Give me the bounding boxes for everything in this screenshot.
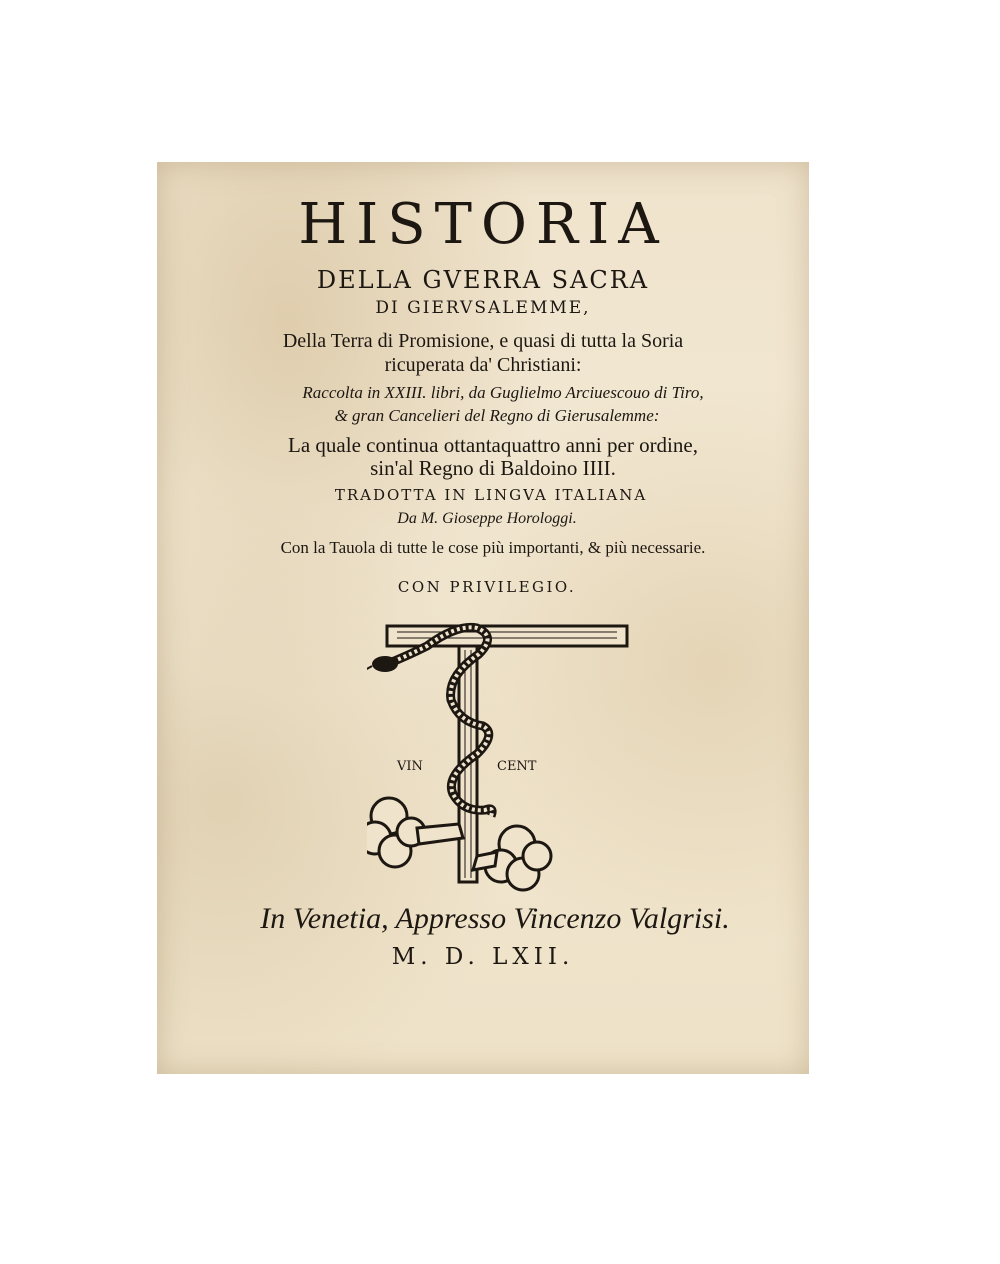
translated-heading: TRADOTTA IN LINGVA ITALIANA (334, 486, 648, 504)
description-line-2: ricuperata da' Christiani: (384, 354, 582, 376)
description-line-1: Della Terra di Promisione, e quasi di tutta la Soria (282, 330, 684, 352)
publication-date: M. D. LXII. (391, 944, 575, 970)
printer-device-emblem (367, 606, 647, 896)
collected-line-1: Raccolta in XXIII. libri, da Guglielmo Arciuescouo di Tiro, (302, 383, 704, 402)
translator-line: Da M. Gioseppe Horologgi. (397, 510, 577, 527)
motto-left: VIN (397, 759, 423, 774)
collected-line-2: & gran Cancelieri del Regno di Gierusalemme: (334, 406, 660, 425)
table-note: Con la Tauola di tutte le cose più importanti, & più necessarie. (280, 538, 706, 557)
privilege-line: CON PRIVILEGIO. (397, 578, 577, 596)
title-page (157, 162, 809, 1074)
left-cloud-hand (367, 798, 463, 867)
continues-line-1: La quale continua ottantaquattro anni per ordine, (288, 433, 698, 457)
subtitle-line-1: DELLA GVERRA SACRA (316, 266, 650, 294)
book-title: HISTORIA (298, 192, 668, 257)
imprint-line: In Venetia, Appresso Vincenzo Valgrisi. (260, 902, 730, 935)
motto-right: CENT (497, 759, 537, 774)
subtitle-line-2: DI GIERVSALEMME, (375, 298, 591, 318)
right-cloud-hand (473, 826, 551, 890)
serpent-head (372, 656, 398, 672)
continues-line-2: sin'al Regno di Baldoino IIII. (370, 456, 616, 480)
